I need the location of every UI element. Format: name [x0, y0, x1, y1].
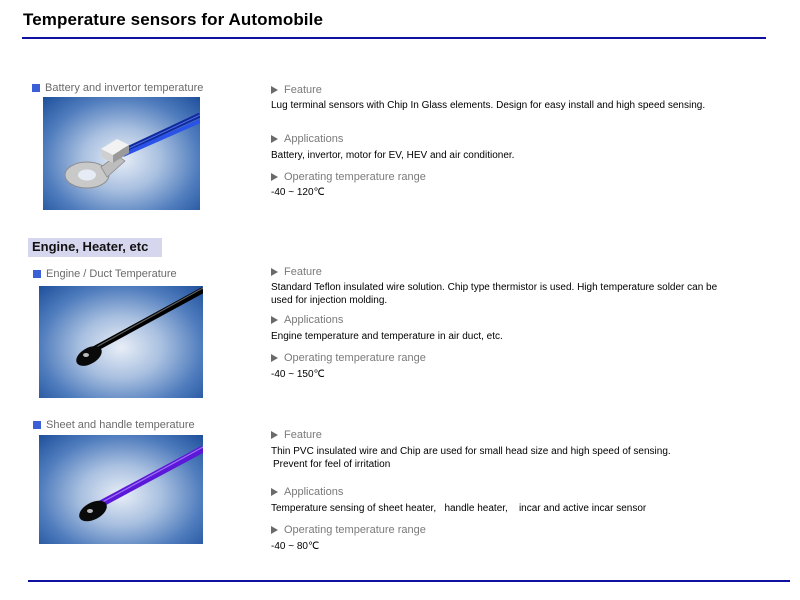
range-heading-text: Operating temperature range	[284, 171, 426, 183]
applications-heading	[271, 314, 343, 326]
feature-heading-text: Feature	[284, 266, 322, 278]
feature-heading-text: Feature	[284, 429, 322, 441]
applications-heading-text: Applications	[284, 486, 344, 498]
triangle-right-icon	[271, 316, 278, 324]
range-text: -40 ~ 80℃	[271, 541, 320, 552]
item-label-sheet-handle	[33, 419, 195, 431]
range-heading	[271, 352, 426, 364]
range-heading-text: Operating temperature range	[284, 524, 426, 536]
applications-heading-text: Applications	[284, 133, 344, 145]
triangle-right-icon	[271, 86, 278, 94]
triangle-right-icon	[271, 173, 278, 181]
page-title: Temperature sensors for Automobile	[23, 10, 324, 29]
item-label-text: Sheet and handle temperature	[46, 419, 195, 431]
feature-text: Standard Teflon insulated wire solution. Chip type thermistor is used. High temperature solder can be used for injection molding.	[271, 282, 718, 306]
item-label-text: Engine / Duct Temperature	[46, 268, 177, 280]
triangle-right-icon	[271, 526, 278, 534]
applications-heading-text: Applications	[284, 314, 344, 326]
range-text: -40 ~ 120℃	[271, 187, 325, 198]
square-bullet-icon	[33, 270, 41, 278]
feature-heading	[271, 266, 322, 278]
range-text: -40 ~ 150℃	[271, 369, 325, 380]
triangle-right-icon	[271, 354, 278, 362]
feature-heading-text: Feature	[284, 84, 322, 96]
triangle-right-icon	[271, 431, 278, 439]
feature-text: Lug terminal sensors with Chip In Glass elements. Design for easy install and high speed sensing.	[271, 100, 706, 111]
applications-text: Engine temperature and temperature in air duct, etc.	[271, 331, 503, 342]
item-label-text: Battery and invertor temperature	[45, 82, 204, 94]
engine-sensor-image	[39, 286, 203, 398]
applications-heading	[271, 133, 343, 145]
range-heading	[271, 171, 426, 183]
item-label-engine-duct	[33, 268, 177, 280]
footer-divider	[28, 580, 790, 582]
applications-text: Battery, invertor, motor for EV, HEV and air conditioner.	[271, 150, 515, 161]
sheet-sensor-image	[39, 435, 203, 544]
square-bullet-icon	[32, 84, 40, 92]
triangle-right-icon	[271, 268, 278, 276]
feature-heading	[271, 429, 322, 441]
feature-heading	[271, 84, 322, 96]
feature-text: Thin PVC insulated wire and Chip are used for small head size and high speed of sensing.	[271, 446, 671, 457]
header-divider	[22, 37, 766, 39]
range-heading-text: Operating temperature range	[284, 352, 426, 364]
battery-sensor-image	[43, 97, 200, 210]
applications-heading	[271, 486, 343, 498]
triangle-right-icon	[271, 135, 278, 143]
range-heading	[271, 524, 426, 536]
square-bullet-icon	[33, 421, 41, 429]
feature-text-line-2: Prevent for feel of irritation	[273, 459, 391, 470]
triangle-right-icon	[271, 488, 278, 496]
section-title: Engine, Heater, etc	[32, 239, 149, 254]
applications-text: Temperature sensing of sheet heater, handle heater, incar and active incar sensor	[271, 503, 647, 514]
item-label-battery	[32, 82, 203, 94]
